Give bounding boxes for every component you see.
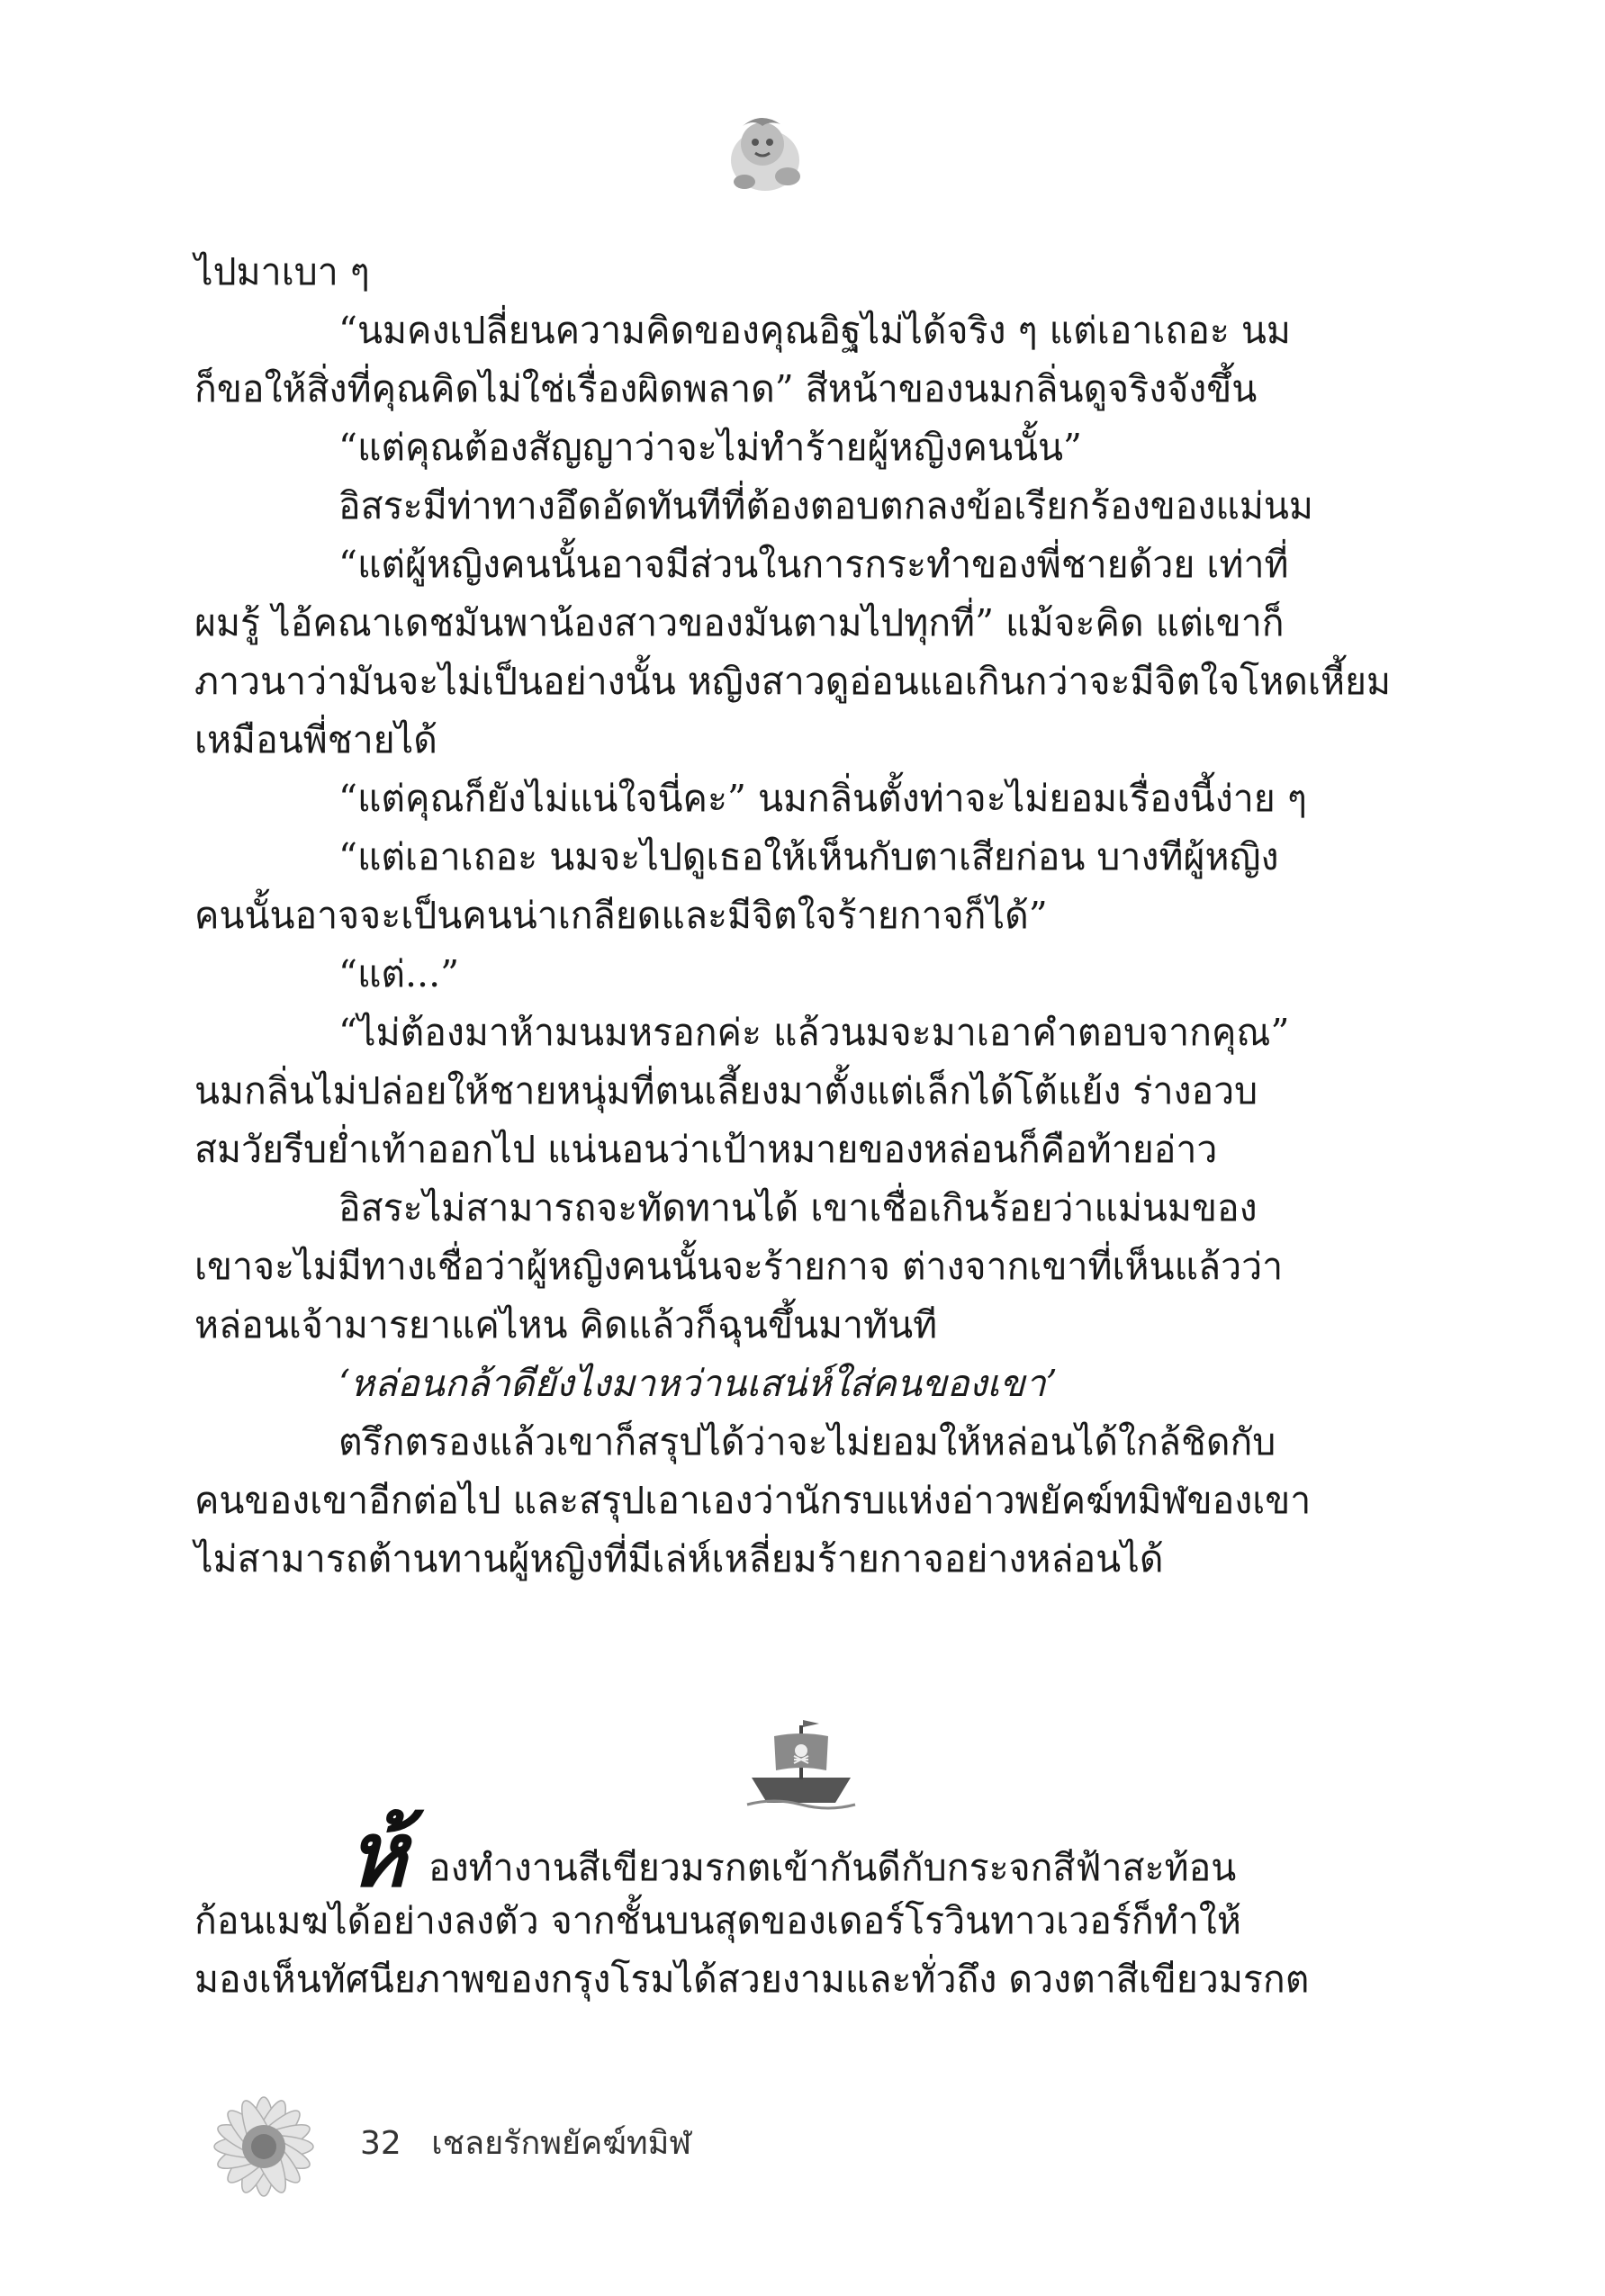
paragraph-line: “แต่เอาเถอะ นมจะไปดูเธอให้เห็นกับตาเสียก่อน บางทีผู้หญิง (338, 835, 1279, 878)
paragraph-line: “แต่...” (338, 952, 460, 995)
paragraph-line: อิสระมีท่าทางอึดอัดทันทีที่ต้องตอบตกลงข้อเรียกร้องของแม่นม (338, 484, 1313, 527)
paragraph-line: “นมคงเปลี่ยนความคิดของคุณอิฐไม่ได้จริง ๆ แต่เอาเถอะ นม (338, 309, 1291, 352)
book-title: เชลยรักพยัคฆ์ทมิฬ (431, 2125, 691, 2162)
paragraph-line: ผมรู้ ไอ้คณาเดชมันพาน้องสาวของมันตามไปทุกที่” แม้จะคิด แต่เขาก็ (194, 601, 1285, 644)
paragraph-line: “แต่คุณต้องสัญญาว่าจะไม่ทำร้ายผู้หญิงคนนั้น” (338, 426, 1082, 469)
paragraph-line: “แต่คุณก็ยังไม่แน่ใจนี่คะ” นมกลิ่นตั้งท่าจะไม่ยอมเรื่องนี้ง่าย ๆ (338, 777, 1307, 820)
paragraph-line: “แต่ผู้หญิงคนนั้นอาจมีส่วนในการกระทำของพี่ชายด้วย เท่าที่ (338, 543, 1289, 586)
paragraph-line: ก็ขอให้สิ่งที่คุณคิดไม่ใช่เรื่องผิดพลาด” สีหน้าของนมกลิ่นดูจริงจังขึ้น (194, 367, 1258, 410)
section-line: มองเห็นทัศนียภาพของกรุงโรมได้สวยงามและทั่วถึง ดวงตาสีเขียวมรกต (194, 1958, 1310, 2001)
paragraph-line: ‘หล่อนกล้าดียังไงมาหว่านเสน่ห์ใส่คนของเขา’ (338, 1362, 1058, 1405)
paragraph-line: คนนั้นอาจจะเป็นคนน่าเกลียดและมีจิตใจร้ายกาจก็ได้” (194, 894, 1048, 937)
drop-cap: ห้ (347, 1801, 407, 1907)
cartoon-child-icon (716, 106, 815, 205)
paragraph-line: ไม่สามารถต้านทานผู้หญิงที่มีเล่ห์เหลี่ยมร้ายกาจอย่างหล่อนได้ (194, 1537, 1164, 1580)
first-line-text: องทำงานสีเขียวมรกตเข้ากันดีกับกระจกสีฟ้าสะท้อน (428, 1846, 1237, 1889)
paragraph-line: สมวัยรีบย่ำเท้าออกไป แน่นอนว่าเป้าหมายของหล่อนก็คือท้ายอ่าว (194, 1128, 1218, 1171)
paragraph-line: ภาวนาว่ามันจะไม่เป็นอย่างนั้น หญิงสาวดูอ่อนแอเกินกว่าจะมีจิตใจโหดเหี้ยม (194, 660, 1392, 703)
body-text (194, 243, 1392, 1589)
page-number: 32 (360, 2125, 401, 2162)
paragraph-line: ไปมาเบา ๆ (194, 250, 370, 293)
paragraph-line: นมกลิ่นไม่ปล่อยให้ชายหนุ่มที่ตนเลี้ยงมาตั้งแต่เล็กได้โต้แย้ง ร่างอวบ (194, 1069, 1258, 1112)
paragraph-line: “ไม่ต้องมาห้ามนมหรอกค่ะ แล้วนมจะมาเอาคำตอบจากคุณ” (338, 1011, 1290, 1054)
paragraph-line: เขาจะไม่มีทางเชื่อว่าผู้หญิงคนนั้นจะร้ายกาจ ต่างจากเขาที่เห็นแล้วว่า (194, 1245, 1284, 1288)
page-footer (360, 2117, 711, 2168)
pirate-ship-icon (738, 1715, 864, 1814)
paragraph-line: หล่อนเจ้ามารยาแค่ไหน คิดแล้วก็ฉุนขึ้นมาทันที (194, 1303, 938, 1346)
paragraph-line: เหมือนพี่ชายได้ (194, 718, 437, 761)
daisy-flower-icon (187, 2070, 340, 2223)
paragraph-line: คนของเขาอีกต่อไป และสรุปเอาเองว่านักรบแห่งอ่าวพยัคฆ์ทมิฬของเขา (194, 1479, 1312, 1522)
section-first-line (194, 1801, 1338, 1907)
paragraph-line: อิสระไม่สามารถจะทัดทานได้ เขาเชื่อเกินร้อยว่าแม่นมของ (338, 1186, 1258, 1229)
section-line: ก้อนเมฆได้อย่างลงตัว จากชั้นบนสุดของเดอร์โรวินทาวเวอร์ก็ทำให้ (194, 1899, 1241, 1942)
new-section (194, 1801, 1338, 2009)
paragraph-line: ตรึกตรองแล้วเขาก็สรุปได้ว่าจะไม่ยอมให้หล่อนได้ใกล้ชิดกับ (338, 1420, 1276, 1463)
